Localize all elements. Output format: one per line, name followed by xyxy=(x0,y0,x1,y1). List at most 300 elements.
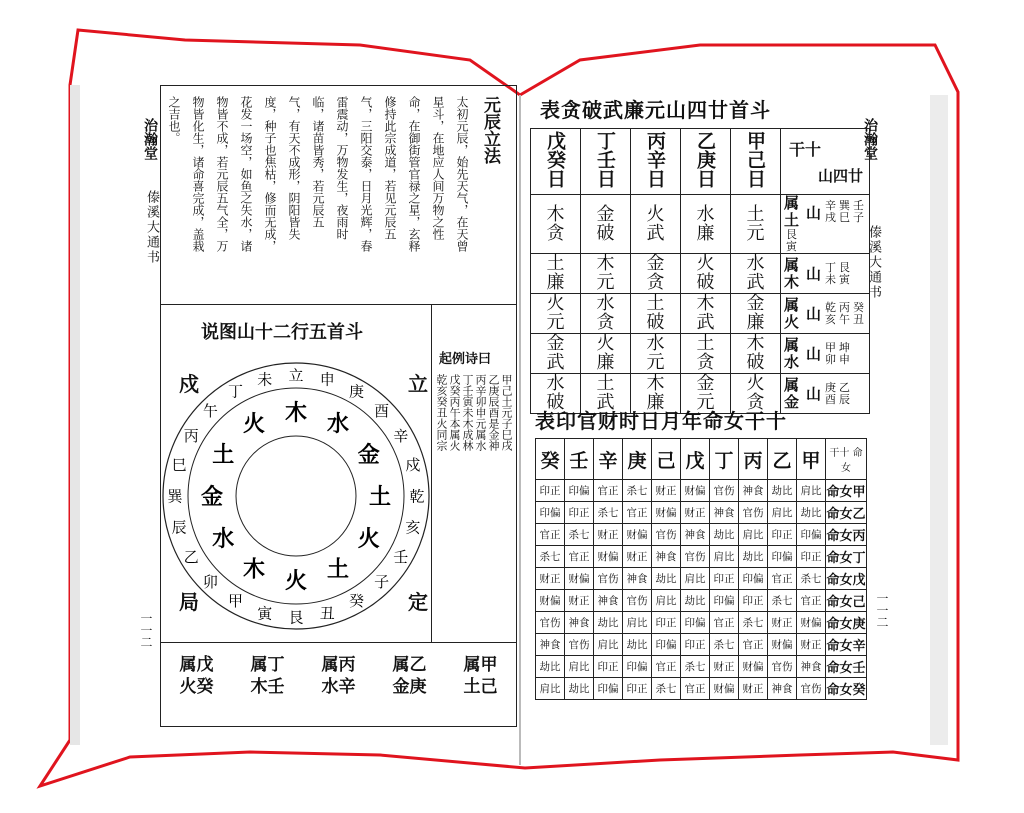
bottom-cell: 肩比 xyxy=(768,502,797,524)
mountain-sub: 癸丑 xyxy=(853,300,865,326)
right-page-header: 治瀚堂 xyxy=(862,118,878,160)
ring-char: 寅 xyxy=(257,604,273,623)
bottom-cell: 印正 xyxy=(739,590,768,612)
bottom-cell: 财正 xyxy=(768,612,797,634)
bottom-cell: 杀七 xyxy=(565,524,594,546)
top-cell xyxy=(731,195,781,254)
mountain-label: 山 xyxy=(806,345,822,363)
mountain-sub: 坤申 xyxy=(839,340,851,366)
top-cell xyxy=(581,294,631,334)
ring-char: 午 xyxy=(202,401,218,420)
intro-line: 花发一场空，如鱼之失水，诸 xyxy=(239,96,253,252)
bottom-cell: 财偏 xyxy=(768,634,797,656)
bottom-cell: 神食 xyxy=(768,678,797,700)
bottom-cell: 官伤 xyxy=(594,568,623,590)
bottom-table-title: 表印官财时日月年命女干十 xyxy=(535,409,787,433)
top-cell-text: 木廉 xyxy=(646,373,665,413)
ring-char: 未 xyxy=(257,370,273,389)
bottom-header-cell: 壬 xyxy=(565,439,594,480)
mountain-cell xyxy=(781,254,870,294)
mountain-cell xyxy=(781,334,870,374)
top-cell xyxy=(581,254,631,294)
bottom-cell: 杀七 xyxy=(739,612,768,634)
intro-line: 度，种子也焦枯，修而无成， xyxy=(263,96,277,252)
mountain-sub: 乾亥 xyxy=(825,300,837,326)
bottom-cell: 官伤 xyxy=(536,612,565,634)
corner-tr: 立 xyxy=(408,372,428,396)
top-cell-text: 水武 xyxy=(746,253,765,293)
top-header-cell xyxy=(581,129,631,195)
bottom-cell: 肩比 xyxy=(797,480,826,502)
mountain-label: 山 xyxy=(806,203,822,222)
bottom-cell: 神食 xyxy=(565,612,594,634)
intro-title: 元辰立法 xyxy=(480,96,500,164)
ring-char: 火 xyxy=(284,568,308,594)
bottom-cell: 劫比 xyxy=(739,546,768,568)
left-page-subheader: 傣溪大通书 xyxy=(144,190,159,265)
ring-char: 亥 xyxy=(405,518,421,537)
bottom-cell: 官正 xyxy=(710,612,739,634)
bottom-cell: 劫比 xyxy=(623,634,652,656)
top-cell xyxy=(581,334,631,374)
ring-char: 土 xyxy=(212,442,235,468)
bottom-cell: 肩比 xyxy=(536,678,565,700)
bottom-header-cell: 己 xyxy=(652,439,681,480)
right-page-number: 一一二 xyxy=(875,592,889,628)
bottom-cell: 财正 xyxy=(797,634,826,656)
bottom-cell: 杀七 xyxy=(594,502,623,524)
intro-line: 命，在御街管官禄之星，玄释 xyxy=(407,96,421,252)
bottom-cell: 杀七 xyxy=(681,656,710,678)
circle-title: 说图山十二行五首斗 xyxy=(201,322,363,343)
bottom-cell: 神食 xyxy=(739,480,768,502)
top-cell xyxy=(531,195,581,254)
mountain-sub: 乙辰 xyxy=(839,380,851,406)
bottom-row-label: 命女丙 xyxy=(826,524,867,546)
bottom-cell: 财正 xyxy=(739,678,768,700)
bottom-cell: 财偏 xyxy=(652,502,681,524)
bottom-cell: 官正 xyxy=(797,590,826,612)
bottom-cell: 官正 xyxy=(768,568,797,590)
bottom-row-label: 命女乙 xyxy=(826,502,867,524)
bottom-table-row xyxy=(536,656,867,678)
mountain-label: 山 xyxy=(806,385,822,403)
mountain-sub: 辛戌 xyxy=(825,199,837,224)
bottom-cell: 官伤 xyxy=(768,656,797,678)
bottom-cell: 肩比 xyxy=(681,568,710,590)
bottom-cell: 官正 xyxy=(681,678,710,700)
mountain-sub: 庚酉 xyxy=(825,380,837,406)
bottom-cell: 劫比 xyxy=(565,678,594,700)
bottom-table-row xyxy=(536,634,867,656)
bottom-cell: 神食 xyxy=(623,568,652,590)
bottom-cell: 印偏 xyxy=(623,656,652,678)
bottom-cell: 官伤 xyxy=(710,480,739,502)
bottom-row-label: 命女甲 xyxy=(826,480,867,502)
element-cell: 属丁木壬 xyxy=(250,655,285,697)
corner-tl: 戍 xyxy=(179,372,199,396)
top-cell xyxy=(531,334,581,374)
bottom-cell: 杀七 xyxy=(536,546,565,568)
top-cell-text: 火廉 xyxy=(596,333,615,373)
bottom-cell: 财偏 xyxy=(594,546,623,568)
element-cell: 属戊火癸 xyxy=(179,655,214,697)
top-header-cell xyxy=(681,129,731,195)
bottom-row-label: 命女戊 xyxy=(826,568,867,590)
bottom-row-label: 命女庚 xyxy=(826,612,867,634)
bottom-cell: 印偏 xyxy=(797,524,826,546)
bottom-table-row xyxy=(536,502,867,524)
top-cell xyxy=(531,254,581,294)
ring-char: 火 xyxy=(357,526,380,552)
top-cell xyxy=(681,195,731,254)
intro-line: 之吉也。 xyxy=(167,96,181,144)
top-cell-text: 土武 xyxy=(596,373,615,413)
top-corner-text: 山四廿 xyxy=(817,167,863,185)
intro-line: 气，有天不成形，阴阳皆失 xyxy=(287,96,301,240)
mountain-sub: 丙午 xyxy=(839,300,851,326)
corner-bl: 局 xyxy=(179,590,199,614)
top-header-text: 乙庚日 xyxy=(694,130,716,188)
bottom-header-cell: 庚 xyxy=(623,439,652,480)
mountain-cell xyxy=(781,294,870,334)
top-cell-text: 土廉 xyxy=(546,253,565,293)
intro-line: 临，诸苗皆秀，若元辰五 xyxy=(311,96,325,228)
ring-char: 水 xyxy=(212,526,235,552)
top-cell xyxy=(531,294,581,334)
top-cell-text: 金贪 xyxy=(646,253,665,293)
bottom-cell: 肩比 xyxy=(739,524,768,546)
mountain-label: 山 xyxy=(806,265,822,283)
bottom-cell: 印偏 xyxy=(768,546,797,568)
corner-br: 定 xyxy=(408,590,428,614)
bottom-header-cell: 乙 xyxy=(768,439,797,480)
bottom-cell: 神食 xyxy=(797,656,826,678)
top-cell xyxy=(731,334,781,374)
top-cell-text: 水贪 xyxy=(596,293,615,333)
bottom-cell: 肩比 xyxy=(594,634,623,656)
ring-char: 戍 xyxy=(405,456,421,475)
mountain-sub: 艮寅 xyxy=(839,260,851,286)
element-assignment-row xyxy=(161,648,516,718)
ring-char: 土 xyxy=(368,484,392,510)
bottom-cell: 神食 xyxy=(710,502,739,524)
bottom-cell: 劫比 xyxy=(536,656,565,678)
top-cell-text: 土贪 xyxy=(696,333,715,373)
bottom-header-cell: 丁 xyxy=(710,439,739,480)
example-line: 甲己土元子巳戌 xyxy=(500,374,513,451)
top-header-cell xyxy=(781,129,870,195)
top-cell-text: 金廉 xyxy=(746,293,765,333)
ring-char: 乾 xyxy=(409,487,425,506)
ring-char: 乙 xyxy=(183,547,199,566)
mountain-sub: 艮寅 xyxy=(786,228,797,253)
bottom-cell: 财偏 xyxy=(565,568,594,590)
ring-char: 金 xyxy=(200,484,224,510)
bottom-cell: 印正 xyxy=(652,612,681,634)
bottom-table-row xyxy=(536,612,867,634)
intro-text xyxy=(167,96,503,301)
intro-line: 气，三阳交泰，日月光辉，春 xyxy=(359,96,373,252)
bottom-cell: 杀七 xyxy=(797,568,826,590)
bottom-row-label: 命女癸 xyxy=(826,678,867,700)
ring-char: 火 xyxy=(242,412,266,438)
example-text xyxy=(435,374,513,634)
bottom-cell: 印正 xyxy=(768,524,797,546)
bottom-table-row xyxy=(536,590,867,612)
element-label: 属木 xyxy=(784,255,800,291)
top-cell xyxy=(631,334,681,374)
ring-char: 申 xyxy=(319,370,335,389)
element-label: 属火 xyxy=(784,295,800,331)
bottom-cell: 官正 xyxy=(739,634,768,656)
bottom-cell: 肩比 xyxy=(652,590,681,612)
bottom-cell: 官正 xyxy=(594,480,623,502)
bottom-cell: 官伤 xyxy=(623,590,652,612)
bottom-cell: 财正 xyxy=(594,524,623,546)
bottom-cell: 财偏 xyxy=(739,656,768,678)
intro-line: 星斗，在地应人间万物之性 xyxy=(431,96,445,240)
intro-line: 雷震动，万物发生，夜雨时 xyxy=(335,96,349,240)
bottom-cell: 财正 xyxy=(565,590,594,612)
ring-char: 水 xyxy=(326,412,350,438)
bottom-cell: 印偏 xyxy=(710,590,739,612)
bottom-cell: 印正 xyxy=(681,634,710,656)
top-header-text: 戊癸日 xyxy=(544,130,566,188)
top-cell xyxy=(631,294,681,334)
bottom-cell: 财正 xyxy=(536,568,565,590)
ring-char: 土 xyxy=(326,557,350,583)
bottom-cell: 印正 xyxy=(623,678,652,700)
top-header-cell xyxy=(731,129,781,195)
top-table-row xyxy=(531,254,870,294)
bottom-cell: 官伤 xyxy=(681,546,710,568)
five-elements-wheel xyxy=(161,346,431,636)
bottom-cell: 印偏 xyxy=(681,612,710,634)
ring-char: 木 xyxy=(284,400,308,426)
top-cell-text: 木元 xyxy=(596,253,615,293)
ring-char: 甲 xyxy=(227,592,244,611)
bottom-cell: 财偏 xyxy=(536,590,565,612)
top-cell xyxy=(681,334,731,374)
top-header-cell xyxy=(531,129,581,195)
bottom-cell: 印偏 xyxy=(536,502,565,524)
top-header-text: 甲己日 xyxy=(744,130,766,188)
top-cell xyxy=(681,254,731,294)
intro-line: 物皆化生，诸命喜完成，盖栽 xyxy=(191,96,205,252)
bottom-cell: 财正 xyxy=(652,480,681,502)
bottom-cell: 财正 xyxy=(681,502,710,524)
bottom-cell: 官伤 xyxy=(797,678,826,700)
top-cell-text: 水破 xyxy=(546,373,565,413)
top-table-row xyxy=(531,294,870,334)
mountain-sub: 巽巳 xyxy=(839,199,851,224)
bottom-table xyxy=(535,438,867,700)
bottom-cell: 劫比 xyxy=(594,612,623,634)
mountain-cell xyxy=(781,374,870,414)
bottom-cell: 神食 xyxy=(536,634,565,656)
element-cell: 属甲土己 xyxy=(463,655,498,697)
top-cell-text: 火元 xyxy=(546,293,565,333)
bottom-cell: 官正 xyxy=(565,546,594,568)
bottom-row-label: 命女丁 xyxy=(826,546,867,568)
top-header-cell xyxy=(631,129,681,195)
top-cell xyxy=(581,195,631,254)
bottom-cell: 印正 xyxy=(565,502,594,524)
ring-char: 巽 xyxy=(167,487,183,506)
bottom-row-label: 命女己 xyxy=(826,590,867,612)
ring-char: 子 xyxy=(374,573,390,591)
bottom-cell: 财偏 xyxy=(623,524,652,546)
bottom-table-row xyxy=(536,678,867,700)
bottom-cell: 官正 xyxy=(652,656,681,678)
top-cell-text: 木破 xyxy=(746,333,765,373)
bottom-cell: 财偏 xyxy=(710,678,739,700)
element-cell: 属乙金庚 xyxy=(392,655,427,697)
example-title: 起例诗曰 xyxy=(439,352,492,367)
ring-char: 壬 xyxy=(393,547,409,566)
bottom-table-row xyxy=(536,480,867,502)
bottom-cell: 劫比 xyxy=(797,502,826,524)
example-line: 丙辛卯申元属水 xyxy=(474,374,487,451)
bottom-cell: 财偏 xyxy=(797,612,826,634)
ring-char: 丁 xyxy=(227,382,244,401)
top-cell-text: 土元 xyxy=(746,203,765,244)
left-page-header: 治瀚堂 xyxy=(142,118,158,160)
top-cell xyxy=(731,254,781,294)
bottom-cell: 肩比 xyxy=(623,612,652,634)
top-table-row xyxy=(531,334,870,374)
ring-char: 金 xyxy=(357,442,380,468)
example-section xyxy=(433,304,515,642)
top-table-row xyxy=(531,195,870,254)
ring-char: 辰 xyxy=(171,518,187,537)
bottom-cell: 杀七 xyxy=(768,590,797,612)
top-cell-text: 金破 xyxy=(596,203,615,244)
bottom-header-cell: 丙 xyxy=(739,439,768,480)
divider xyxy=(161,642,516,643)
top-header-text: 丁壬日 xyxy=(594,130,616,188)
top-cell-text: 金武 xyxy=(546,333,565,373)
ring-char: 辛 xyxy=(393,426,409,445)
bottom-cell: 神食 xyxy=(652,546,681,568)
bottom-cell: 杀七 xyxy=(623,480,652,502)
top-cell xyxy=(631,254,681,294)
left-page-frame xyxy=(160,85,517,727)
ring-char: 立 xyxy=(288,366,304,385)
ring-char: 癸 xyxy=(348,592,365,611)
bottom-cell: 劫比 xyxy=(768,480,797,502)
example-line: 乙庚辰酉是金神 xyxy=(487,374,500,451)
top-cell xyxy=(631,195,681,254)
top-cell xyxy=(681,294,731,334)
intro-line: 修持此宗成道，若见元辰五 xyxy=(383,96,397,240)
bottom-table-row xyxy=(536,546,867,568)
ring-char: 木 xyxy=(242,557,266,583)
bottom-cell: 印正 xyxy=(710,568,739,590)
example-line: 戊癸丙午本属火 xyxy=(448,374,461,451)
bottom-cell: 劫比 xyxy=(652,568,681,590)
top-cell-text: 土破 xyxy=(646,293,665,333)
bottom-cell: 杀七 xyxy=(652,678,681,700)
bottom-cell: 劫比 xyxy=(681,590,710,612)
bottom-cell: 印偏 xyxy=(594,678,623,700)
top-table-title: 表贪破武廉元山四廿首斗 xyxy=(540,98,771,122)
mountain-sub: 甲卯 xyxy=(825,340,837,366)
element-label: 属金 xyxy=(784,375,800,411)
top-cell-text: 水廉 xyxy=(696,203,715,244)
ring-char: 庚 xyxy=(348,382,365,401)
element-label: 属土 xyxy=(784,194,800,229)
example-line: 丁壬寅未木成林 xyxy=(461,374,474,451)
bottom-table-row xyxy=(536,568,867,590)
bottom-cell: 劫比 xyxy=(710,524,739,546)
bottom-cell: 印正 xyxy=(594,656,623,678)
top-cell-text: 金元 xyxy=(696,373,715,413)
bottom-cell: 官正 xyxy=(623,502,652,524)
element-label: 属水 xyxy=(784,335,800,371)
bottom-header-cell: 癸 xyxy=(536,439,565,480)
bottom-cell: 印正 xyxy=(797,546,826,568)
top-cell-text: 火武 xyxy=(646,203,665,244)
bottom-cell: 财正 xyxy=(710,656,739,678)
top-table xyxy=(530,128,870,414)
bottom-header-cell: 戊 xyxy=(681,439,710,480)
top-header-text: 丙辛日 xyxy=(644,130,666,188)
top-cell-text: 木武 xyxy=(696,293,715,333)
bottom-header-cell: 甲 xyxy=(797,439,826,480)
bottom-row-label: 命女辛 xyxy=(826,634,867,656)
bottom-cell: 肩比 xyxy=(565,656,594,678)
bottom-row-label: 命女壬 xyxy=(826,656,867,678)
bottom-cell: 神食 xyxy=(681,524,710,546)
top-cell-text: 水元 xyxy=(646,333,665,373)
ring-char: 巳 xyxy=(171,456,187,475)
bottom-cell: 印正 xyxy=(536,480,565,502)
bottom-cell: 财正 xyxy=(623,546,652,568)
bottom-cell: 官伤 xyxy=(565,634,594,656)
bottom-cell: 印偏 xyxy=(652,634,681,656)
bottom-header-cell: 辛 xyxy=(594,439,623,480)
bottom-cell: 财偏 xyxy=(681,480,710,502)
mountain-cell xyxy=(781,195,870,254)
example-line: 乾亥癸丑火同宗 xyxy=(435,374,448,451)
mountain-sub: 壬子 xyxy=(853,199,865,224)
top-cell-text: 木贪 xyxy=(546,203,565,244)
bottom-table-row xyxy=(536,524,867,546)
intro-line: 物皆不成，若元辰五气全，万 xyxy=(215,96,229,252)
bottom-cell: 神食 xyxy=(594,590,623,612)
ring-char: 丙 xyxy=(183,426,199,445)
ring-char: 酉 xyxy=(374,401,390,420)
element-cell: 属丙水辛 xyxy=(321,655,356,697)
mountain-sub: 丁未 xyxy=(825,260,837,286)
ring-char: 卯 xyxy=(202,573,218,591)
top-cell-text: 火破 xyxy=(696,253,715,293)
left-page-number: 一一二 xyxy=(139,612,153,648)
ring-char: 丑 xyxy=(319,604,335,623)
ring-char: 艮 xyxy=(288,608,304,627)
bottom-cell: 印偏 xyxy=(739,568,768,590)
bottom-cell: 官正 xyxy=(536,524,565,546)
mountain-label: 山 xyxy=(806,305,822,323)
top-cell-text: 火贪 xyxy=(746,373,765,413)
bottom-cell: 杀七 xyxy=(710,634,739,656)
bottom-corner-cell: 干十 命女 xyxy=(826,439,867,480)
bottom-cell: 官伤 xyxy=(739,502,768,524)
bottom-cell: 印偏 xyxy=(565,480,594,502)
bottom-cell: 肩比 xyxy=(710,546,739,568)
